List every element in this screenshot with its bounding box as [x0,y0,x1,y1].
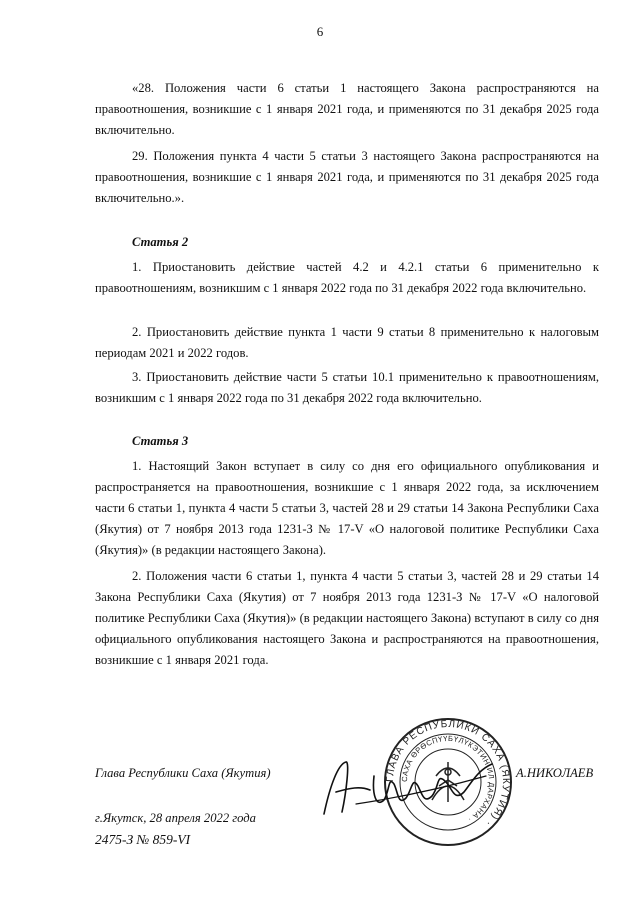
seal-outer-text: ГЛАВА РЕСПУБЛИКИ САХА (ЯКУТИЯ) · [384,718,512,829]
place-and-date: г.Якутск, 28 апреля 2022 года [95,811,256,825]
article-2-paragraph-3: 3. Приостановить действие части 5 статьи 10.1 применительно к правоотношениям, возникшим с 1 января 2022 года по 31 декабря 2022 года включительно. [95,370,599,405]
law-registration-number: 2475-З № 859-VI [95,832,191,847]
paragraph-29: 29. Положения пункта 4 части 5 статьи 3 настоящего Закона распространяются на правоотношения, возникшие с 1 января 2021 года, и применяются по 31 декабря 2025 года включительно.». [95,149,599,205]
article-3-heading: Статья 3 [132,434,189,448]
signatory-name: А.НИКОЛАЕВ [516,766,594,780]
seal-inner-text: САХА ӨРӨСПҮҮБҮЛҮКЭТИН ИЛ ДАРХАНА · [399,733,497,825]
article-2-paragraph-1: 1. Приостановить действие частей 4.2 и 4.2.1 статьи 6 применительно к правоотношениям, возникшим с 1 января 2022 года по 31 декабря 2022 года включительно. [95,260,599,295]
article-2-heading: Статья 2 [132,235,189,249]
article-3-paragraph-2: 2. Положения части 6 статьи 1, пункта 4 части 5 статьи 3, частей 28 и 29 статьи 14 Закона Республики Саха (Якутия) от 7 ноября 2013 года 1231-З № 17-V «О налоговой политике Республики Саха (Якутия)» (в редакции настоящего Закона) вступают в силу со дня официального опубликования настоящего Закона и распространяются на правоотношения, возникшие с 1 января 2021 года. [95,569,599,667]
handwritten-signature-icon [316,746,506,826]
article-2-paragraph-2: 2. Приостановить действие пункта 1 части 9 статьи 8 применительно к налоговым периодам 2021 и 2022 годов. [95,325,599,360]
article-3-paragraph-1: 1. Настоящий Закон вступает в силу со дня его официального опубликования и распространяется на правоотношения, возникшие с 1 января 2022 года, за исключением части 6 статьи 1, пункта 4 части 5 статьи 3, частей 28 и 29 статьи 14 Закона Республики Саха (Якутия) от 7 ноября 2013 года 1231-З № 17-V «О налоговой политике Республики Саха (Якутия)» (в редакции настоящего Закона). [95,459,599,557]
signatory-title: Глава Республики Саха (Якутия) [95,766,271,780]
page-number: 6 [316,24,324,39]
paragraph-28: «28. Положения части 6 статьи 1 настоящего Закона распространяются на правоотношения, возникшие с 1 января 2021 года, и применяются по 31 декабря 2025 года включительно. [95,81,599,137]
